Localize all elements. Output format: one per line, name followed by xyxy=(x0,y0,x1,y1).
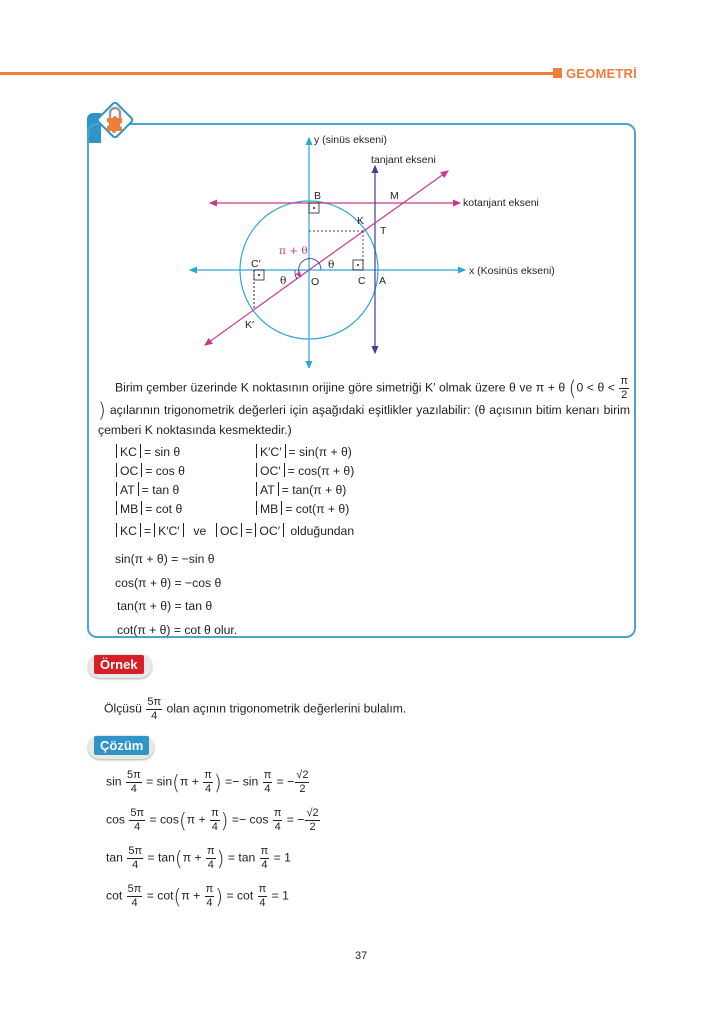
tangent-axis-label: tanjant ekseni xyxy=(371,154,436,166)
terminal-ray-opposite xyxy=(205,270,309,345)
right-equalities xyxy=(253,443,354,519)
paragraph-part2: açılarının trigonometrik değerleri için aşağıdaki eşitlikler yazılabilir: (θ açısının bitim kenarı birim çemberi K noktasında kesmektedir.) xyxy=(98,403,630,437)
solution-line: cos $\frac{5\pi}{4}$ = cos(π + $\frac{\pi}{4}$ ) =− cos $\frac{\pi}{4}$ = − $\frac{√2}{2}$ xyxy=(106,807,319,833)
point-c: C xyxy=(358,275,366,287)
point-b: B xyxy=(314,190,322,202)
left-equalities xyxy=(113,443,185,519)
solution-line: tan $\frac{5\pi}{4}$ = tan(π + $\frac{\pi}{4}$ ) = tan $\frac{\pi}{4}$ = 1 xyxy=(106,845,291,871)
paragraph-part1: Birim çember üzerinde K noktasının orijine göre simetriği K′ olmak üzere θ ve π + θ xyxy=(115,380,566,395)
solution-line: cot $\frac{5\pi}{4}$ = cot(π + $\frac{\pi}{4}$ ) = cot $\frac{\pi}{4}$ = 1 xyxy=(106,883,289,909)
pi-over-2-fraction: $\frac{\pi}{2}$ xyxy=(620,375,629,401)
header-rule xyxy=(0,72,553,75)
angle-theta-opposite-label: θ xyxy=(280,275,287,287)
angle-arc-theta xyxy=(319,263,321,270)
angle-theta-label: θ xyxy=(328,259,335,271)
unit-circle-diagram xyxy=(180,128,580,368)
header-square-icon xyxy=(553,68,562,78)
x-axis-label: x (Kosinüs ekseni) xyxy=(469,265,555,277)
section-title: GEOMETRİ xyxy=(566,66,637,81)
solution-line: sin $\frac{5\pi}{4}$ = sin(π + $\frac{\pi}{4}$ ) =− sin $\frac{\pi}{4}$ = − $\frac{√2}{2}$ xyxy=(106,769,309,795)
point-t: T xyxy=(380,225,387,237)
cotangent-axis-label: kotanjant ekseni xyxy=(463,197,539,209)
condition-text: 0 < θ < xyxy=(576,380,615,395)
terminal-ray xyxy=(309,171,448,270)
point-c-prime: C′ xyxy=(251,258,261,270)
angle-pi-plus-theta-label: π + θ xyxy=(279,245,308,257)
result-line: tan(π + θ) = tan θ xyxy=(117,599,213,613)
point-o: O xyxy=(311,276,320,288)
example-tag: Örnek xyxy=(94,655,144,674)
point-m: M xyxy=(390,190,399,202)
equality-row: MB = cot θ xyxy=(113,500,185,519)
equality-row: AT = tan θ xyxy=(113,481,185,500)
example-text: Ölçüsü $\frac{5\pi}{4}$ olan açının trigonometrik değerlerini bulalım. xyxy=(104,696,407,722)
equality-row: AT = tan(π + θ) xyxy=(253,481,354,500)
solution-tag: Çözüm xyxy=(94,736,149,755)
equality-row: KC = sin θ xyxy=(113,443,185,462)
point-a: A xyxy=(379,275,387,287)
explanation-paragraph: Birim çember üzerinde K noktasının orijine göre simetriği K′ olmak üzere θ ve π + θ (0 < θ < $\frac{\pi}{2}$ ) açılarının trigonometrik değerleri için aşağıdaki eşitlikler yazılabilir: (θ açısının bitim kenarı birim çemberi K noktasında kesmektedir.) xyxy=(98,375,630,437)
y-axis-label: y (sinüs ekseni) xyxy=(314,134,387,146)
identity-results xyxy=(115,548,237,642)
equality-row: K′C′ = sin(π + θ) xyxy=(253,443,354,462)
puzzle-lock-icon xyxy=(95,100,135,140)
equality-row: MB = cot(π + θ) xyxy=(253,500,354,519)
equality-row: OC′ = cos(π + θ) xyxy=(253,462,354,481)
angle-arc-theta-opposite xyxy=(295,270,297,279)
page-number: 37 xyxy=(355,950,368,962)
solution-lines xyxy=(106,770,321,922)
point-k-prime: K′ xyxy=(245,319,254,331)
five-pi-over-four: $\frac{5\pi}{4}$ xyxy=(147,696,162,722)
equality-row: OC = cos θ xyxy=(113,462,185,481)
result-line: sin(π + θ) = −sin θ xyxy=(115,552,215,566)
result-line: cos(π + θ) = −cos θ xyxy=(115,575,222,590)
since-line: KC = K′C′ ve OC = OC′ olduğundan xyxy=(113,523,354,538)
point-k: K xyxy=(357,215,365,227)
result-line: cot(π + θ) = cot θ olur. xyxy=(117,622,238,637)
